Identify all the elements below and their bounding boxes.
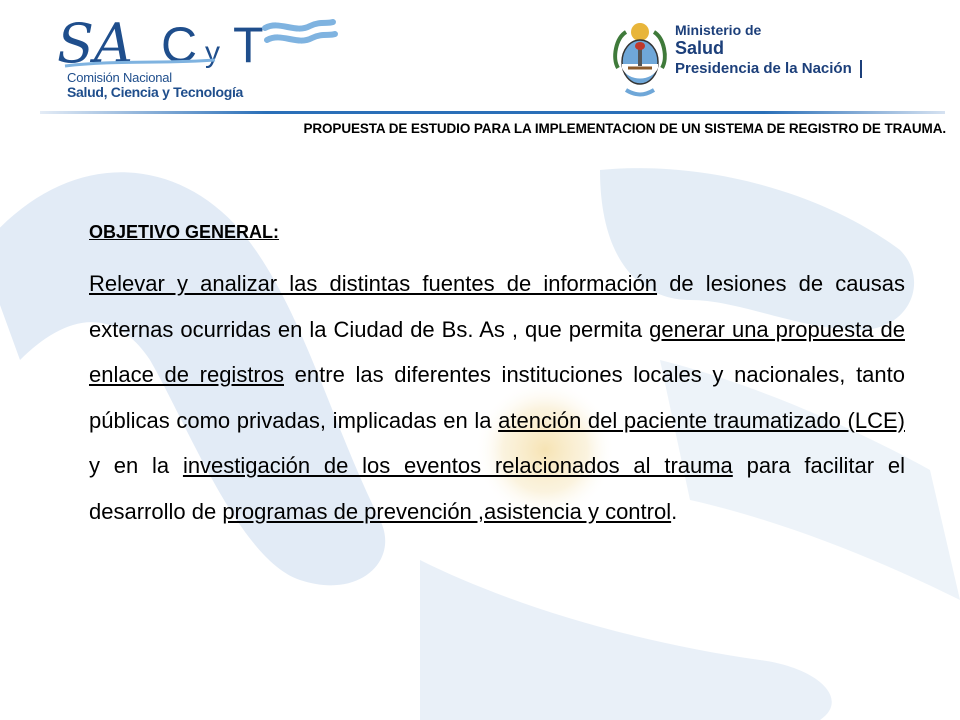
svg-text:C: C xyxy=(161,17,198,72)
objective-paragraph xyxy=(89,261,905,534)
page-header xyxy=(0,0,960,140)
ministerio-line2: Salud xyxy=(675,38,725,58)
paragraph-segment: entre las diferentes instituciones locales y nacionales, tanto públicas como privadas, implicadas en la xyxy=(89,362,905,433)
sacyt-wordmark-icon xyxy=(55,10,345,72)
paragraph-segment: y en la xyxy=(89,453,183,478)
svg-text:y: y xyxy=(205,36,220,69)
header-divider xyxy=(40,111,945,114)
ministerio-line1: Ministerio de xyxy=(675,22,762,38)
svg-text:T: T xyxy=(233,17,264,72)
paragraph-segment: . xyxy=(671,498,678,524)
paragraph-underlined-segment: investigación de los eventos relacionados al trauma xyxy=(182,453,733,478)
paragraph-segment: de lesiones de causas externas ocurridas en la Ciudad de Bs. As , que permita xyxy=(89,271,905,342)
sacyt-subtitle-line2: Salud, Ciencia y Tecnología xyxy=(67,84,244,100)
sacyt-subtitle-line1: Comisión Nacional xyxy=(67,70,172,85)
ministerio-line3: Presidencia de la Nación xyxy=(675,60,862,78)
svg-text:SA: SA xyxy=(57,12,133,72)
coat-of-arms-icon xyxy=(612,18,668,100)
main-content xyxy=(89,222,905,534)
sacyt-logo xyxy=(55,10,345,110)
paragraph-underlined-segment: Relevar y analizar las distintas fuentes de información xyxy=(89,271,658,296)
ministerio-salud-logo xyxy=(612,18,882,103)
paragraph-segment: para facilitar el desarrollo de xyxy=(89,453,905,524)
paragraph-underlined-segment: atención del paciente traumatizado (LCE) xyxy=(498,407,905,433)
paragraph-underlined-segment: generar una propuesta de enlace de registros xyxy=(89,316,905,387)
section-heading: OBJETIVO GENERAL: xyxy=(89,222,280,242)
document-title: PROPUESTA DE ESTUDIO PARA LA IMPLEMENTACION DE UN SISTEMA DE REGISTRO DE TRAUMA. xyxy=(303,121,946,136)
paragraph-underlined-segment: programas de prevención ,asistencia y control xyxy=(222,498,672,524)
